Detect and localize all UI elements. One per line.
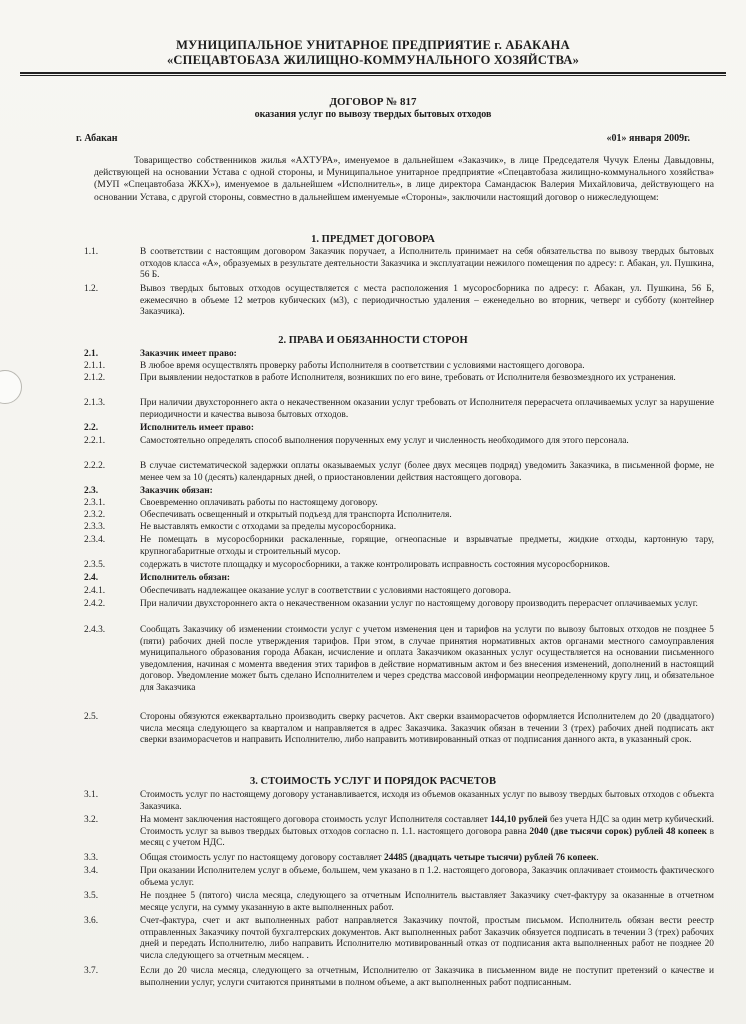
clause-text: содержать в чистоте площадку и мусоросборники, а также контролировать исправность состояния мусоросборников. [140,560,610,570]
clause-text: Не позднее 5 (пятого) числа месяца, следующего за отчетным Исполнитель выставляет Заказчику счет-фактуру за оказанные в отчетном месяце услуги, на сумму указанную в акте выполненных работ. [140,891,714,913]
contract-title: ДОГОВОР № 817 [329,96,417,108]
clause-text: Исполнитель имеет право: [140,423,254,433]
clause-text: В любое время осуществлять проверку работы Исполнителя в соответствии с условиями настоящего договора. [140,361,585,371]
contract-city: г. Абакан [76,133,118,144]
clause-text: Заказчик имеет право: [140,349,237,359]
clause-text: Заказчик обязан: [140,486,213,496]
clause-number: 3.5. [84,891,99,901]
clause-number: 2.4.3. [84,625,106,635]
clause-number: 2.1.3. [84,398,106,408]
clause-text: Стоимость услуг по настоящему договору устанавливается, исходя из объемов оказанных услуг по вывозу твердых бытовых отходов с объекта Заказчика. [140,790,714,812]
clause-text: Не помещать в мусоросборники раскаленные, горящие, огнеопасные и взрывчатые предметы, жидкие отходы, картонную тару, крупногабаритные отходы и строительный мусор. [140,535,714,557]
section-heading: 2. ПРАВА И ОБЯЗАННОСТИ СТОРОН [278,335,468,346]
clause-text: Самостоятельно определять способ выполнения порученных ему услуг и численность необходимого для этого персонала. [140,436,629,446]
contract-date: «01» января 2009г. [606,133,690,144]
clause-number: 2.5. [84,712,99,722]
clause-number: 3.3. [84,853,99,863]
clause-number: 2.3.2. [84,510,106,520]
header-rule [20,72,726,74]
clause-text-part: Общая стоимость услуг по настоящему договору составляет [140,853,384,863]
clause-number: 2.1.1. [84,361,106,371]
clause-text: В соответствии с настоящим договором Заказчик поручает, а Исполнитель принимает на себя обязательства по вывозу твердых бытовых отходов класса «А», образуемых в результате деятельности Заказчика и эксплуатации нежилого помещения по адресу: г. Абакан, ул. Пушкина, 56 Б. [140,247,714,281]
clause-number: 3.6. [84,916,99,926]
contract-subtitle: оказания услуг по вывозу твердых бытовых отходов [254,109,492,120]
clause-text: В случае систематической задержки оплаты оказываемых услуг (более двух месяцев подряд) уведомить Заказчика, в письменной форме, не менее чем за 10 (десять) календарных дней, о приостановлении действия настоящего договора. [140,461,714,483]
clause-number: 1.1. [84,247,99,257]
clause-text: Если до 20 числа месяца, следующего за отчетным, Исполнителю от Заказчика в письменном виде не поступит претензий о качестве и выполнении услуг, услуги считаются принятыми в полном объеме, а акт выполненных работ подписанным. [140,966,714,988]
clause-number: 3.7. [84,966,99,976]
clause-text-part: без учета НДС за один метр кубический. Стоимость услуг за вывоз твердых бытовых отходов согласно п. 1.1. настоящего договора равна [140,815,714,837]
clause-number: 2.4. [84,573,99,583]
clause-number: 3.4. [84,866,99,876]
clause-text: Своевременно оплачивать работы по настоящему договору. [140,498,378,508]
clause-text: Исполнитель обязан: [140,573,231,583]
clause-number: 2.3.4. [84,535,106,545]
clause-number: 3.2. [84,815,99,825]
clause-text [140,815,714,850]
clause-text: Обеспечивать освещенный и открытый подъезд для транспорта Исполнителя. [140,510,452,520]
clause-text [140,853,714,865]
clause-number: 3.1. [84,790,99,800]
clause-text: Сообщать Заказчику об изменении стоимости услуг с учетом изменения цен и тарифов на услуги по вывозу бытовых отходов не позднее 5 (пяти) рабочих дней после утверждения тарифов. При этом, в случае принятия нормативных актов органами местного самоуправления муниципального образования города Абакан, исчисление и оплата Заказчиком оказанных услуг осуществляется на основании письменного уведомления, начиная с момента введения этих тарифов в действие нормативным актом и без внесения изменений, дополнений в настоящий договор. Уведомление может быть сделано Исполнителем и через средства массовой информации неопределенному кругу лиц, и обязательное для Заказчика [140,625,714,693]
clause-text: Стороны обязуются ежеквартально производить сверку расчетов. Акт сверки взаиморасчетов оформляется Исполнителем до 20 (двадцатого) числа месяца следующего за кварталом и направляется в адрес Заказчика. Заказчик обязан в течении 3 (трех) рабочих дней подписать акт сверки взаиморасчетов и направить Исполнителю, либо направить мотивированный отказ от подписания данного акта, в указанный срок. [140,712,714,746]
clause-text-part: . [596,853,599,863]
section-heading: 3. СТОИМОСТЬ УСЛУГ И ПОРЯДОК РАСЧЕТОВ [250,776,496,787]
clause-text: При наличии двухстороннего акта о некачественном оказании услуг по настоящему договору производить перерасчет оплачиваемых услуг. [140,599,698,609]
clause-number: 2.3.5. [84,560,106,570]
clause-number: 2.2. [84,423,99,433]
clause-number: 2.4.2. [84,599,106,609]
org-name-line1: МУНИЦИПАЛЬНОЕ УНИТАРНОЕ ПРЕДПРИЯТИЕ г. АБАКАНА [176,38,570,52]
clause-text: При наличии двухстороннего акта о некачественном оказании услуг требовать от Исполнителя перерасчета оплачиваемых услуг за нарушение периодичности и качества вывоза бытовых отходов. [140,398,714,420]
clause-number: 1.2. [84,284,99,294]
clause-text-part: в месяц с учетом НДС. [140,826,714,849]
clause-number: 2.3. [84,486,99,496]
clause-text: Вывоз твердых бытовых отходов осуществляется с места расположения 1 мусоросборника по адресу: г. Абакан, ул. Пушкина, 56 Б, ежемесячно в объеме 12 метров кубических (м3), с периодичностью удаления – еженедельно во вторник, четверг и субботу (контейнер Заказчика). [140,284,714,318]
clause-text: Обеспечивать надлежащее оказание услуг в соответствии с условиями настоящего договора. [140,586,511,596]
section-heading: 1. ПРЕДМЕТ ДОГОВОРА [311,234,435,245]
monthly-price: 2040 (две тысячи сорок) рублей 48 копеек [529,826,708,837]
clause-number: 2.3.1. [84,498,106,508]
clause-text: При оказании Исполнителем услуг в объеме, большем, чем указано в п 1.2. настоящего договора, Заказчик оплачивает стоимость фактического объема услуг. [140,866,715,888]
clause-text: При выявлении недостатков в работе Исполнителя, возникших по его вине, требовать от Исполнителя безвозмездного их устранения. [140,373,676,383]
clause-number: 2.4.1. [84,586,106,596]
preamble: Товарищество собственников жилья «АХТУРА», именуемое в дальнейшем «Заказчик», в лице Председателя Чучук Елены Давыдовны, действующей на основании Устава с одной стороны, и Муниципальное унитарное предприятие «Спецавтобаза жилищно-коммунального хозяйства» (МУП «Спецавтобаза ЖКХ»), именуемое в дальнейшем «Исполнитель», в лице директора Самандасюк Валерия Михайловича, действующего на основании Устава, с другой стороны, совместно в дальнейшем именуемые «Стороны», заключили настоящий договор о нижеследующем: [94,155,714,203]
clause-text-part: На момент заключения настоящего договора стоимость услуг Исполнителя составляет [140,815,491,825]
total-price: 24485 (двадцать четыре тысячи) рублей 76 копеек [384,853,597,863]
clause-text: Не выставлять емкости с отходами за пределы мусоросборника. [140,522,397,532]
header-rule-thin [20,75,726,76]
org-name-line2: «СПЕЦАВТОБАЗА ЖИЛИЩНО-КОММУНАЛЬНОГО ХОЗЯЙСТВА» [166,53,580,67]
clause-number: 2.2.2. [84,461,106,471]
punch-hole [0,370,22,404]
clause-number: 2.2.1. [84,436,106,446]
clause-number: 2.1. [84,349,99,359]
clause-text: Счет-фактура, счет и акт выполненных работ направляется Заказчику почтой, простым письмом. Исполнитель обязан вести реестр отправленных Заказчику почтой бухгалтерских документов. Акт выполненных работ Заказчик обязуется подписать в течении 3 (трех) рабочих дней и передать Исполнителю, либо направить Исполнителю мотивированный отказ от подписания акта выполненных работ не позднее 20 числа следующего за отчетным месяцем. . [140,916,714,961]
clause-number: 2.1.2. [84,373,106,383]
price-per-m3: 144,10 рублей [490,815,548,825]
clause-number: 2.3.3. [84,522,106,532]
